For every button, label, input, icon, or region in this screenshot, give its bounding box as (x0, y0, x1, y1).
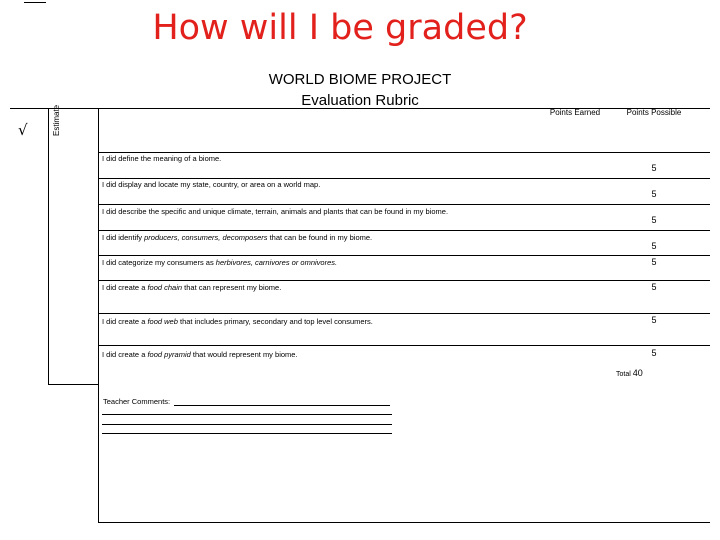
check-mark-column-header: √ (18, 121, 28, 139)
criterion-text: I did create a food pyramid that would represent my biome. (102, 350, 298, 359)
column-divider-estimate (98, 108, 99, 522)
row-separator (98, 178, 710, 179)
rubric-subheading: Evaluation Rubric (301, 92, 419, 109)
top-left-rule (24, 2, 46, 3)
criterion-points: 5 (651, 189, 657, 199)
table-left-bottom-border (48, 384, 98, 385)
comments-box-bottom-border (98, 522, 710, 523)
criterion-text: I did describe the specific and unique climate, terrain, animals and plants that can be found in my biome. (102, 207, 449, 216)
criterion-points: 5 (651, 215, 657, 225)
criterion-text: I did display and locate my state, country, or area on a world map. (102, 180, 321, 189)
comment-line (102, 414, 392, 415)
criterion-points: 5 (651, 315, 657, 325)
row-separator (98, 152, 710, 153)
row-separator (98, 280, 710, 281)
comment-line (102, 433, 392, 434)
criterion-text: I did identify producers, consumers, decomposers that can be found in my biome. (102, 233, 373, 242)
column-divider-check (48, 108, 49, 384)
criterion-points: 5 (651, 163, 657, 173)
row-separator (98, 204, 710, 205)
criterion-text: I did create a food chain that can represent my biome. (102, 283, 282, 292)
criterion-text: I did categorize my consumers as herbivores, carnivores or omnivores. (102, 258, 338, 267)
criterion-points: 5 (651, 282, 657, 292)
criterion-points: 5 (651, 348, 657, 358)
criterion-points: 5 (651, 241, 657, 251)
criterion-points: 5 (651, 257, 657, 267)
teacher-comments-label: Teacher Comments: (103, 397, 171, 406)
estimate-column-header: Estimate (52, 104, 61, 136)
points-possible-header: Points Possible (626, 108, 682, 117)
comment-line (102, 424, 392, 425)
comment-line (174, 405, 390, 406)
criterion-text: I did define the meaning of a biome. (102, 154, 222, 163)
criterion-text: I did create a food web that includes primary, secondary and top level consumers. (102, 317, 373, 326)
row-separator (98, 230, 710, 231)
points-earned-header: Points Earned (549, 108, 601, 117)
row-separator (98, 345, 710, 346)
row-separator (98, 255, 710, 256)
total-points: Total 40 (616, 368, 643, 378)
row-separator (98, 313, 710, 314)
slide-title: How will I be graded? (152, 8, 528, 48)
rubric-heading: WORLD BIOME PROJECT (268, 71, 452, 88)
